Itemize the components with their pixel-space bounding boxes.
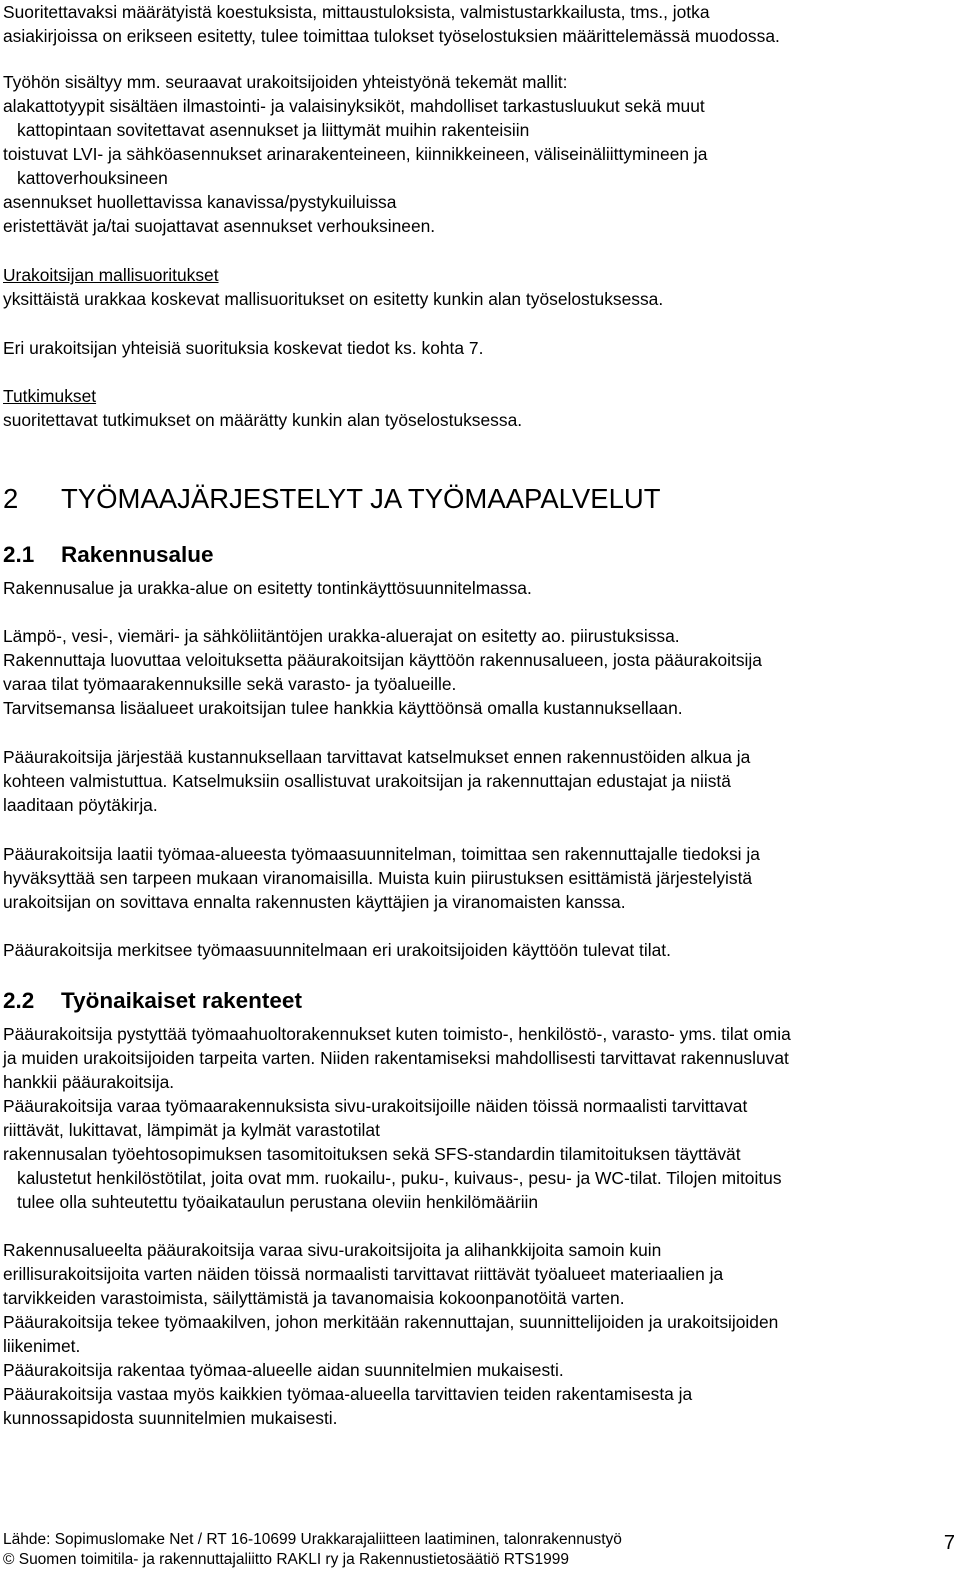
list-item: asennukset huollettavissa kanavissa/pystykuiluissa — [3, 192, 397, 212]
paragraph: suoritettavat tutkimukset on määrätty kunkin alan työselostuksessa. — [3, 410, 523, 430]
text-line: Rakennusalue ja urakka-alue on esitetty tontinkäyttösuunnitelmassa. — [3, 578, 532, 598]
footer-copyright: © Suomen toimitila- ja rakennuttajaliitto RAKLI ry ja Rakennustietosäätiö RTS1999 — [3, 1551, 569, 1568]
text-line: Pääurakoitsija laatii työmaa-alueesta työmaasuunnitelman, toimittaa sen rakennuttajalle tiedoksi ja — [3, 844, 760, 864]
section-number: 2.2 — [3, 988, 35, 1013]
section-title: Työnaikaiset rakenteet — [61, 988, 302, 1013]
text-line: Rakennuttaja luovuttaa veloituksetta pääurakoitsijan käyttöön rakennusalueen, josta pääurakoitsija — [3, 650, 762, 670]
text-line: kohteen valmistuttua. Katselmuksiin osallistuvat urakoitsijan ja rakennuttajan edustajat ja niistä — [3, 771, 731, 791]
paragraph — [3, 1238, 953, 1430]
section-title: TYÖMAAJÄRJESTELYT JA TYÖMAAPALVELUT — [61, 483, 661, 514]
section-heading-2-2 — [3, 986, 302, 1016]
page-number: 7 — [943, 1532, 955, 1554]
text-line: asiakirjoissa on erikseen esitetty, tulee toimittaa tulokset työselostuksien määrittelemässä muodossa. — [3, 26, 780, 46]
page-footer — [3, 1530, 622, 1570]
paragraph — [3, 576, 953, 600]
list-item-continuation: kattopintaan sovitettavat asennukset ja liittymät muihin rakenteisiin — [17, 120, 530, 140]
section-number: 2 — [3, 483, 19, 514]
intro-paragraph — [3, 0, 953, 48]
paragraph — [3, 745, 953, 817]
footer-source: Lähde: Sopimuslomake Net / RT 16-10699 Urakkarajaliitteen laatiminen, talonrakennustyö — [3, 1531, 622, 1548]
paragraph — [3, 624, 953, 720]
paragraph — [3, 1022, 953, 1214]
text-line: riittävät, lukittavat, lämpimät ja kylmät varastotilat — [3, 1120, 380, 1140]
text-line: rakennusalan työehtosopimuksen tasomitoituksen sekä SFS-standardin tilamitoituksen täyttävät — [3, 1144, 741, 1164]
list-item-continuation: kattoverhouksineen — [17, 168, 168, 188]
text-line: Pääurakoitsija pystyttää työmaahuoltorakennukset kuten toimisto-, henkilöstö-, varasto- yms. tilat omia — [3, 1024, 791, 1044]
text-line: erillisurakoitsijoita varten näiden töissä normaalisti tarvittavat riittävät työalueet materiaalien ja — [3, 1264, 724, 1284]
text-line: Suoritettavaksi määrätyistä koestuksista, mittaustuloksista, valmistustarkkailusta, tms., jotka — [3, 2, 710, 22]
text-line: Pääurakoitsija rakentaa työmaa-alueelle aidan suunnitelmien mukaisesti. — [3, 1360, 564, 1380]
list-item: toistuvat LVI- ja sähköasennukset arinarakenteineen, kiinnikkeineen, väliseinäliittymineen ja — [3, 144, 708, 164]
list-item: alakattotyypit sisältäen ilmastointi- ja valaisinyksiköt, mahdolliset tarkastusluukut sekä muut — [3, 96, 705, 116]
text-line: laaditaan pöytäkirja. — [3, 795, 158, 815]
text-line: Pääurakoitsija järjestää kustannuksellaan tarvittavat katselmukset ennen rakennustöiden alkua ja — [3, 747, 751, 767]
paragraph: yksittäistä urakkaa koskevat mallisuoritukset on esitetty kunkin alan työselostuksessa. — [3, 289, 664, 309]
section-title: Rakennusalue — [61, 542, 214, 567]
text-line: kalustetut henkilöstötilat, joita ovat mm. ruokailu-, puku-, kuivaus-, pesu- ja WC-tilat. Tilojen mitoitus — [17, 1168, 782, 1188]
subheading: Urakoitsijan mallisuoritukset — [3, 265, 219, 285]
text-line: Pääurakoitsija varaa työmaarakennuksista sivu-urakoitsijoille näiden töissä normaalisti tarvittavat — [3, 1096, 748, 1116]
section-heading-2 — [3, 482, 661, 516]
text-line: Pääurakoitsija tekee työmaakilven, johon merkitään rakennuttajan, suunnittelijoiden ja urakoitsijoiden — [3, 1312, 779, 1332]
list-intro: Työhön sisältyy mm. seuraavat urakoitsijoiden yhteistyönä tekemät mallit: — [3, 72, 568, 92]
text-line: Pääurakoitsija merkitsee työmaasuunnitelmaan eri urakoitsijoiden käyttöön tulevat tilat. — [3, 940, 671, 960]
text-line: Tarvitsemansa lisäalueet urakoitsijan tulee hankkia käyttöönsä omalla kustannuksellaan. — [3, 698, 683, 718]
text-line: ja muiden urakoitsijoiden tarpeita varten. Niiden rakentamiseksi mahdollisesti tarvittavat rakennusluvat — [3, 1048, 789, 1068]
text-line: Lämpö-, vesi-, viemäri- ja sähköliitäntöjen urakka-aluerajat on esitetty ao. piirustuksissa. — [3, 626, 680, 646]
paragraph — [3, 938, 953, 962]
text-line: hyväksyttää sen tarpeen mukaan viranomaisilla. Muista kuin piirustuksen esittämistä järjestelyistä — [3, 868, 753, 888]
text-line: Rakennusalueelta pääurakoitsija varaa sivu-urakoitsijoita ja alihankkijoita samoin kuin — [3, 1240, 662, 1260]
paragraph: Eri urakoitsijan yhteisiä suorituksia koskevat tiedot ks. kohta 7. — [3, 338, 484, 358]
text-line: hankkii pääurakoitsija. — [3, 1072, 175, 1092]
section-number: 2.1 — [3, 542, 35, 567]
mallisuoritukset-block — [3, 263, 953, 311]
yhteiset-paragraph — [3, 336, 953, 360]
text-line: urakoitsijan on sovittava ennalta rakennusten käyttäjien ja viranomaisten kanssa. — [3, 892, 626, 912]
list-item: eristettävät ja/tai suojattavat asennukset verhouksineen. — [3, 216, 436, 236]
text-line: tarvikkeiden varastoimista, säilyttämistä ja tavanomaisia kokoonpanotöitä varten. — [3, 1288, 625, 1308]
included-list — [3, 70, 953, 238]
text-line: kunnossapidosta suunnitelmien mukaisesti. — [3, 1408, 338, 1428]
text-line: Pääurakoitsija vastaa myös kaikkien työmaa-alueella tarvittavien teiden rakentamisesta ja — [3, 1384, 693, 1404]
paragraph — [3, 842, 953, 914]
text-line: tulee olla suhteutettu työaikataulun perustana oleviin henkilömääriin — [17, 1192, 539, 1212]
text-line: varaa tilat työmaarakennuksille sekä varasto- ja työalueille. — [3, 674, 457, 694]
text-line: liikenimet. — [3, 1336, 81, 1356]
subheading: Tutkimukset — [3, 386, 97, 406]
section-heading-2-1 — [3, 540, 214, 570]
tutkimukset-block — [3, 384, 953, 432]
